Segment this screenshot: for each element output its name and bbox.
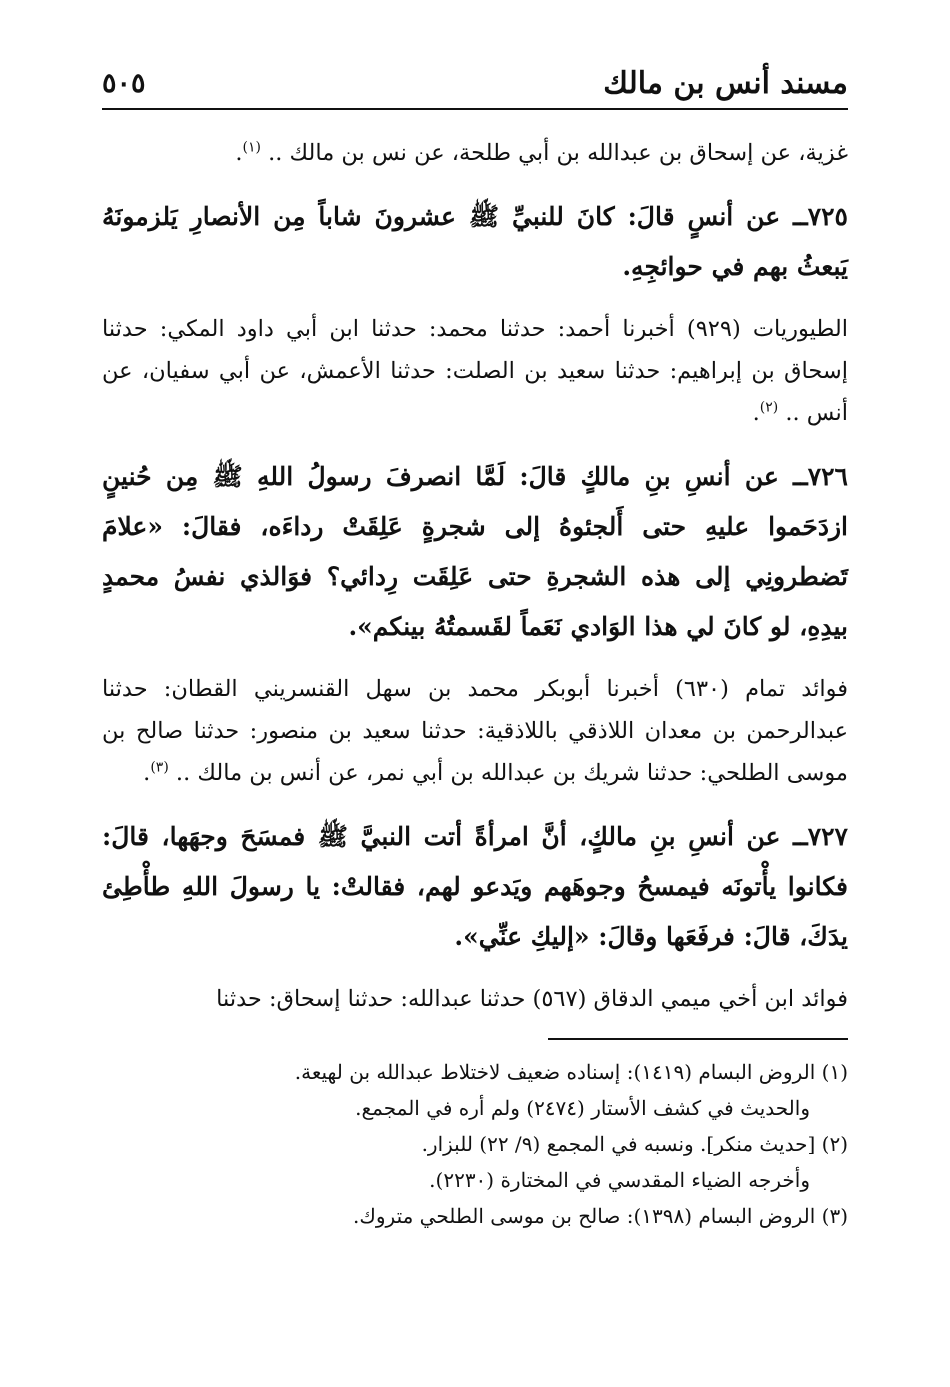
header-title: مسند أنس بن مالك bbox=[603, 66, 848, 101]
footnote-separator bbox=[548, 1038, 848, 1040]
running-header bbox=[102, 62, 848, 104]
source-paragraph-726: فوائد تمام (٦٣٠) أخبرنا أبوبكر محمد بن سهل القنسريني القطان: حدثنا عبدالرحمن بن معدان اللاذقي باللاذقية: حدثنا سعيد بن منصور: حدثنا صالح بن موسى الطلحي: حدثنا شريك بن عبدالله بن أبي نمر، عن أنس بن مالك .. $^{(٣)}$. bbox=[102, 676, 849, 786]
source-paragraph-725: الطيوريات (٩٢٩) أخبرنا أحمد: حدثنا محمد: حدثنا ابن أبي داود المكي: حدثنا إسحاق بن إبراهيم: حدثنا سعيد بن الصلت: حدثنا الأعمش، عن أبي سفيان، عن أنس .. $^{(٢)}$. bbox=[102, 316, 848, 426]
footnote-2: (٢) [حديث منكر]. ونسبه في المجمع (٩/ ٢٢) للبزار. bbox=[421, 1132, 848, 1156]
page-number: ٥٠٥ bbox=[102, 68, 146, 99]
footnote-1: (١) الروض البسام (١٤١٩): إسناده ضعيف لاختلاط عبدالله بن لهيعة. bbox=[294, 1060, 848, 1084]
footnotes bbox=[102, 1054, 848, 1234]
footnote-ref-1: (١) bbox=[242, 139, 261, 156]
hadith-726: ٧٢٦ــ عن أنسِ بنِ مالكٍ قالَ: لَمَّا انصرفَ رسولُ اللهِ ﷺ مِن حُنينٍ ازدَحَموا عليهِ حتى أَلجئوهُ إلى شجرةٍ عَلِقَتْ رداءَه، فقالَ: «علامَ تَضطرونِي إلى هذه الشجرةِ حتى عَلِقَت رِدائي؟ فوَالذي نفسُ محمدٍ بيدِهِ، لو كانَ لي هذا الوَادي نَعَماً لقَسمتُهُ بينكم». bbox=[102, 462, 848, 641]
paragraph-text: فوائد تمام (٦٣٠) أخبرنا أبوبكر محمد بن سهل القنسريني القطان: حدثنا عبدالرحمن بن معدان اللاذقي باللاذقية: حدثنا سعيد بن منصور: حدثنا صالح بن موسى الطلحي: حدثنا شريك بن عبدالله بن أبي نمر، عن أنس بن مالك .. bbox=[102, 676, 849, 786]
hadith-725: ٧٢٥ــ عن أنسٍ قالَ: كانَ للنبيِّ ﷺ عشرونَ شاباً مِن الأنصارِ يَلزمونَهُ يَبعثُ بهم في حوائجِهِ. bbox=[102, 202, 848, 281]
footnote-ref-2: (٢) bbox=[759, 399, 779, 416]
paragraph-text: الطيوريات (٩٢٩) أخبرنا أحمد: حدثنا محمد: حدثنا ابن أبي داود المكي: حدثنا إسحاق بن إبراهيم: حدثنا سعيد بن الصلت: حدثنا الأعمش، عن أبي سفيان، عن أنس .. bbox=[102, 316, 848, 426]
footnote-3: (٣) الروض البسام (١٣٩٨): صالح بن موسى الطلحي متروك. bbox=[353, 1204, 848, 1228]
paragraph-continuation: غزية، عن إسحاق بن عبدالله بن أبي طلحة، عن نس بن مالك .. $^{(١)}$. bbox=[235, 139, 848, 166]
footnote-ref-3: (٣) bbox=[150, 759, 169, 776]
paragraph-text: غزية، عن إسحاق بن عبدالله بن أبي طلحة، عن نس بن مالك .. bbox=[260, 140, 848, 166]
source-paragraph-727: فوائد ابن أخي ميمي الدقاق (٥٦٧) حدثنا عبدالله: حدثنا إسحاق: حدثنا bbox=[216, 986, 848, 1012]
hadith-727: ٧٢٧ــ عن أنسِ بنِ مالكٍ، أنَّ امرأةً أتت النبيَّ ﷺ فمسَحَ وجهَها، قالَ: فكانوا يأْتونَه فيمسحُ وجوهَهم ويَدعو لهم، فقالتْ: يا رسولَ اللهِ طأْطِئ يدَكَ، قالَ: فرفَعَها وقالَ: «إليكِ عنِّي». bbox=[102, 822, 848, 951]
header-rule bbox=[102, 108, 848, 110]
footnote-1-continuation: والحديث في كشف الأستار (٢٤٧٤) ولم أره في المجمع. bbox=[355, 1096, 810, 1120]
footnote-2-continuation: وأخرجه الضياء المقدسي في المختارة (٢٢٣٠). bbox=[429, 1168, 810, 1192]
